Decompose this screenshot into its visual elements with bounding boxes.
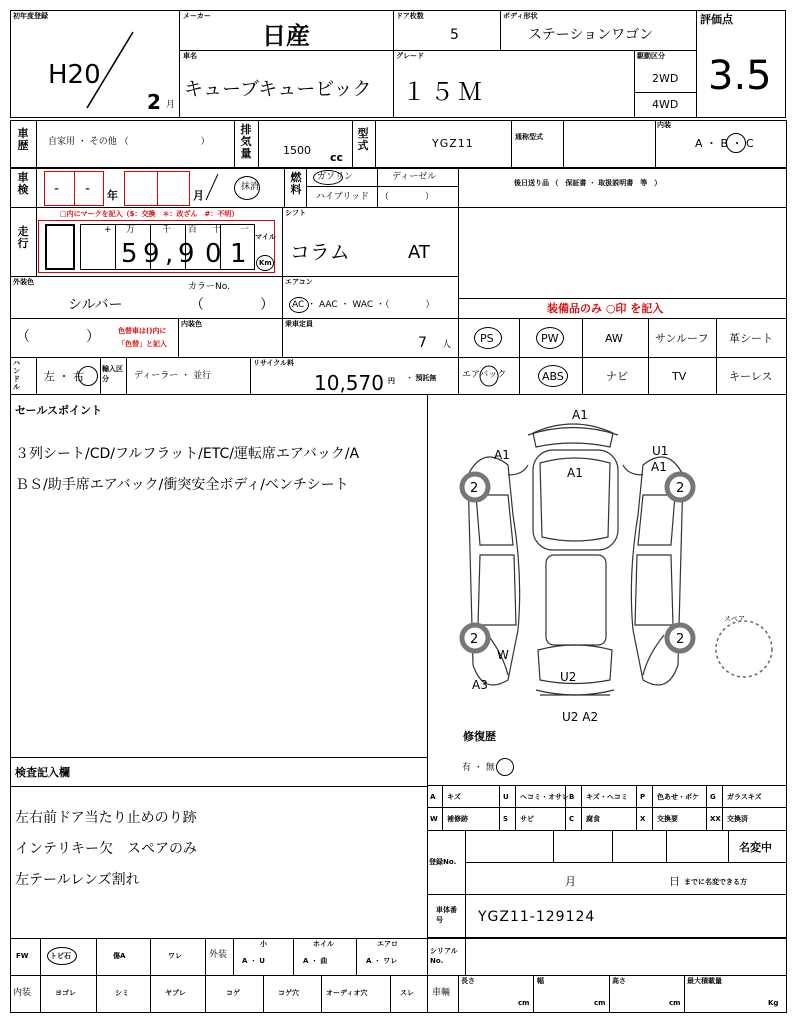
legend-value: ヘコミ・オサレ: [520, 793, 569, 801]
accessories-area: [458, 207, 787, 299]
mileage-note: □内にマークを記入（$：交換 ＊：改ざん #：不明）: [60, 210, 239, 218]
interior-paren: （ ）: [16, 329, 100, 345]
mileage-digit-2: 9: [143, 239, 160, 269]
inspection-year-unit: 年: [107, 189, 118, 202]
mileage-km: Km: [259, 259, 272, 267]
dimensions-row: [427, 975, 787, 1013]
body-type-value: ステーションワゴン: [528, 27, 654, 43]
int-parts-stain: ヨゴレ: [55, 989, 76, 997]
check-notes-box: [10, 786, 428, 939]
mileage-unit-hyaku: 百: [188, 225, 198, 235]
equip-aw: AW: [605, 332, 623, 345]
registration-month: 2: [147, 90, 161, 114]
aircon-label: エアコン: [285, 278, 313, 286]
vin-value: YGZ11-129124: [478, 909, 596, 925]
dims-label: 車輛: [432, 988, 451, 998]
mileage-unit-sen: 千: [162, 225, 172, 235]
sales-point-label: セールスポイント: [15, 404, 103, 417]
model-name-label: 車名: [183, 52, 197, 60]
mileage-digit-4: 0: [205, 239, 222, 269]
equip-sunroof: サンルーフ: [655, 332, 709, 345]
mileage-digit-5: 1: [230, 239, 247, 269]
drive-2wd: 2WD: [652, 72, 679, 85]
interior-note-1: 色替車は()内に: [118, 327, 167, 335]
sales-point-line-1: ３列シート/CD/フルフラット/ETC/運転席エアバック/A: [15, 446, 360, 462]
dims-height-unit: cm: [669, 999, 681, 1007]
exterior-color-no-label: カラーNo.: [188, 282, 230, 292]
capacity-label: 乗車定員: [285, 320, 313, 328]
legend-key: S: [503, 815, 509, 823]
regno-until: までに名変できる方: [684, 878, 747, 886]
ext-parts-aero-value: A ・ ワレ: [366, 957, 398, 965]
import-value: ディーラー ・ 並行: [134, 371, 212, 381]
inspection-none: 抹消: [241, 182, 260, 192]
fw-tobi: トビ石: [50, 952, 71, 960]
damage-u2-a2: U2 A2: [562, 710, 599, 724]
dims-height: 高さ: [612, 977, 626, 985]
tire-front-left: 2: [470, 481, 479, 496]
damage-a1-center: A1: [567, 466, 583, 480]
fw-label: FW: [16, 952, 29, 960]
legend-value: キズ: [447, 793, 461, 801]
inspection-dash-1: -: [54, 181, 60, 197]
check-line-3: 左テールレンズ割れ: [15, 872, 140, 888]
repair-history-label: 修復歴: [463, 730, 496, 743]
legend-key: C: [569, 815, 575, 823]
grade-b-circle: [726, 133, 746, 153]
mileage-separator: ,: [165, 239, 174, 269]
recycle-label: リサイクル料: [253, 359, 295, 367]
dims-width-unit: cm: [594, 999, 606, 1007]
ext-parts-wheel: ホイル: [313, 940, 334, 948]
damage-a1-top: A1: [572, 408, 588, 422]
mileage-mile: マイル: [255, 233, 276, 241]
damage-u1: U1: [652, 444, 669, 458]
equip-keyless: キーレス: [729, 370, 773, 383]
body-type-label: ボディ形状: [503, 12, 538, 20]
inspection-label: 車検: [17, 171, 29, 196]
damage-w: W: [497, 648, 509, 662]
model-code-value: YGZ11: [432, 137, 474, 150]
tire-front-right: 2: [676, 481, 685, 496]
interior-label: 内装色: [181, 320, 202, 328]
equip-airbag: エアバック: [462, 370, 507, 380]
sales-point-line-2: ＢＳ/助手席エアバック/衝突安全ボディ/ベンチシート: [15, 477, 349, 493]
model-code-label: 型式: [357, 127, 369, 152]
history-value: 自家用 ・ その他 （ ）: [48, 137, 210, 147]
import-label: 輸入区分: [102, 365, 123, 383]
legend-value: 色あせ・ボケ: [657, 793, 699, 801]
registration-label: 初年度登録: [13, 12, 48, 20]
interior-grade-value: A ・ B ・ C: [695, 137, 754, 150]
exterior-color-no: （ ）: [190, 297, 274, 313]
serial-label: シリアルNo.: [430, 947, 458, 965]
legend-key: P: [640, 793, 646, 801]
legend-key: XX: [710, 815, 721, 823]
capacity-value: 7: [418, 335, 427, 351]
dims-load-unit: Kg: [768, 999, 779, 1007]
accessories-label: 後日送り品 （ 保証書 ・ 取扱説明書 等 ）: [514, 179, 662, 187]
common-type-label: 通称型式: [515, 133, 543, 141]
recycle-deposit: ・ 預託無: [406, 374, 437, 382]
mileage-digit-3: 9: [178, 239, 195, 269]
interior-note-2: 「色替」と記入: [118, 340, 167, 348]
legend-value: 腐食: [586, 815, 600, 823]
int-parts-tear: ヤブレ: [165, 989, 186, 997]
drive-label: 駆動区分: [637, 52, 665, 60]
equip-ps: PS: [480, 332, 494, 345]
equip-abs: ABS: [542, 370, 564, 383]
equipment-header: 装備品のみ ○印 を記入: [547, 302, 664, 315]
legend-value: 交換済: [727, 815, 748, 823]
dims-length: 長さ: [461, 977, 475, 985]
capacity-unit: 人: [442, 340, 452, 350]
inspection-dash-2: -: [85, 181, 91, 197]
registration-slash: [85, 30, 135, 110]
legend-value: 補修跡: [447, 815, 468, 823]
legend-key: B: [569, 793, 575, 801]
mileage-label: 走行: [17, 225, 29, 250]
exterior-value: シルバー: [68, 297, 123, 313]
handle-label: ハンドル: [13, 359, 20, 391]
spare-label: スペア: [724, 615, 745, 623]
mileage-unit-man: 万: [126, 225, 136, 235]
dims-width: 幅: [537, 977, 544, 985]
shift-value: コラム: [290, 240, 350, 264]
registration-era: H20: [48, 60, 101, 90]
ext-parts-label: 外装: [209, 950, 228, 960]
maker-label: メーカー: [183, 12, 211, 20]
legend-cell: [427, 786, 500, 808]
fuel-other: （ ）: [380, 192, 435, 202]
fuel-gasoline: ガソリン: [317, 172, 354, 182]
score-label: 評価点: [700, 13, 733, 26]
car-diagram: [428, 395, 786, 725]
regno-month: 月: [565, 875, 576, 888]
int-parts-burn: コゲ: [226, 989, 240, 997]
repair-history-value: 有 ・ 無: [462, 763, 495, 773]
dims-length-unit: cm: [518, 999, 530, 1007]
legend-key: X: [640, 815, 646, 823]
equip-leather: 革シート: [729, 332, 773, 345]
ext-parts-wheel-value: A ・ 曲: [303, 957, 328, 965]
drive-4wd: 4WD: [652, 98, 679, 111]
recycle-unit: 円: [388, 377, 395, 385]
legend-value: 交換要: [657, 815, 678, 823]
legend-cell: [566, 808, 637, 830]
fuel-hybrid: ハイブリッド: [316, 192, 370, 202]
inspection-month-unit: 月: [193, 189, 204, 202]
aircon-value: AC ・ AAC ・ WAC ・（ ）: [292, 300, 435, 310]
legend-key: A: [430, 793, 436, 801]
tire-rear-right: 2: [676, 632, 685, 647]
check-line-2: インテリキー欠 スペアのみ: [15, 841, 197, 857]
displacement-unit: cc: [330, 151, 344, 164]
fuel-diesel: ディーゼル: [392, 172, 437, 182]
vin-label: 車体番号: [436, 906, 457, 924]
check-line-1: 左右前ドア当たり止めのり跡: [15, 810, 197, 826]
fw-hibi: 傷A: [113, 952, 126, 960]
registration-month-unit: 月: [166, 100, 176, 110]
handle-value: 左 ・ 右: [44, 370, 84, 383]
grade-value: １５Ｍ: [402, 78, 486, 106]
dims-load: 最大積載量: [687, 977, 722, 985]
recycle-value: 10,570: [314, 371, 384, 395]
regno-day: 日: [669, 875, 680, 888]
shift-trans: AT: [408, 242, 430, 263]
history-label: 車歴: [17, 127, 29, 152]
legend-value: サビ: [520, 815, 534, 823]
equip-tv: TV: [672, 370, 687, 383]
model-name-value: キューブキュービック: [184, 78, 372, 100]
equip-navi: ナビ: [606, 370, 628, 383]
displacement-label: 排気量: [240, 123, 252, 160]
damage-u2: U2: [560, 670, 577, 684]
check-label: 検査記入欄: [15, 766, 70, 779]
grade-label: グレード: [396, 52, 424, 60]
regno-label: 登録No.: [429, 858, 457, 866]
mileage-unit-ju: 十: [212, 225, 222, 235]
inspection-none-circle: [234, 176, 260, 200]
legend-value: ガラスキズ: [727, 793, 762, 801]
int-parts-scuff: スレ: [400, 989, 414, 997]
mileage-unit-10k: +: [104, 225, 112, 235]
damage-a3: A3: [472, 678, 488, 692]
damage-a1-right: A1: [651, 460, 667, 474]
legend-key: U: [503, 793, 509, 801]
equip-pw: PW: [541, 332, 559, 345]
int-parts-burn-hole: コゲ穴: [278, 989, 299, 997]
legend-key: W: [430, 815, 438, 823]
doors-label: ドア枚数: [396, 12, 424, 20]
regno-name-change: 名変中: [739, 841, 772, 854]
int-parts-label: 内装: [13, 988, 32, 998]
damage-a1-left: A1: [494, 448, 510, 462]
maker-value: 日産: [262, 22, 310, 50]
score-value: 3.5: [708, 53, 772, 99]
tire-rear-left: 2: [470, 632, 479, 647]
exterior-label: 外装色: [13, 278, 34, 286]
mileage-unit-ichi: 一: [240, 225, 250, 235]
fw-ware: ワレ: [168, 952, 182, 960]
fuel-label: 燃料: [290, 171, 302, 196]
ext-parts-small: 小: [260, 940, 267, 948]
ext-parts-small-value: A ・ U: [242, 957, 265, 965]
ext-parts-aero: エアロ: [377, 940, 398, 948]
interior-grade-label: 内装: [657, 121, 671, 129]
mileage-digit-1: 5: [121, 239, 138, 269]
displacement-value: 1500: [283, 144, 311, 157]
doors-value: 5: [450, 27, 459, 43]
mileage-flag-box: [45, 224, 75, 270]
int-parts-spot: シミ: [115, 989, 129, 997]
shift-label: シフト: [285, 209, 306, 217]
legend-key: G: [710, 793, 716, 801]
int-parts-audio-hole: オーディオ穴: [326, 989, 368, 997]
legend-value: キズ・ヘコミ: [586, 793, 628, 801]
